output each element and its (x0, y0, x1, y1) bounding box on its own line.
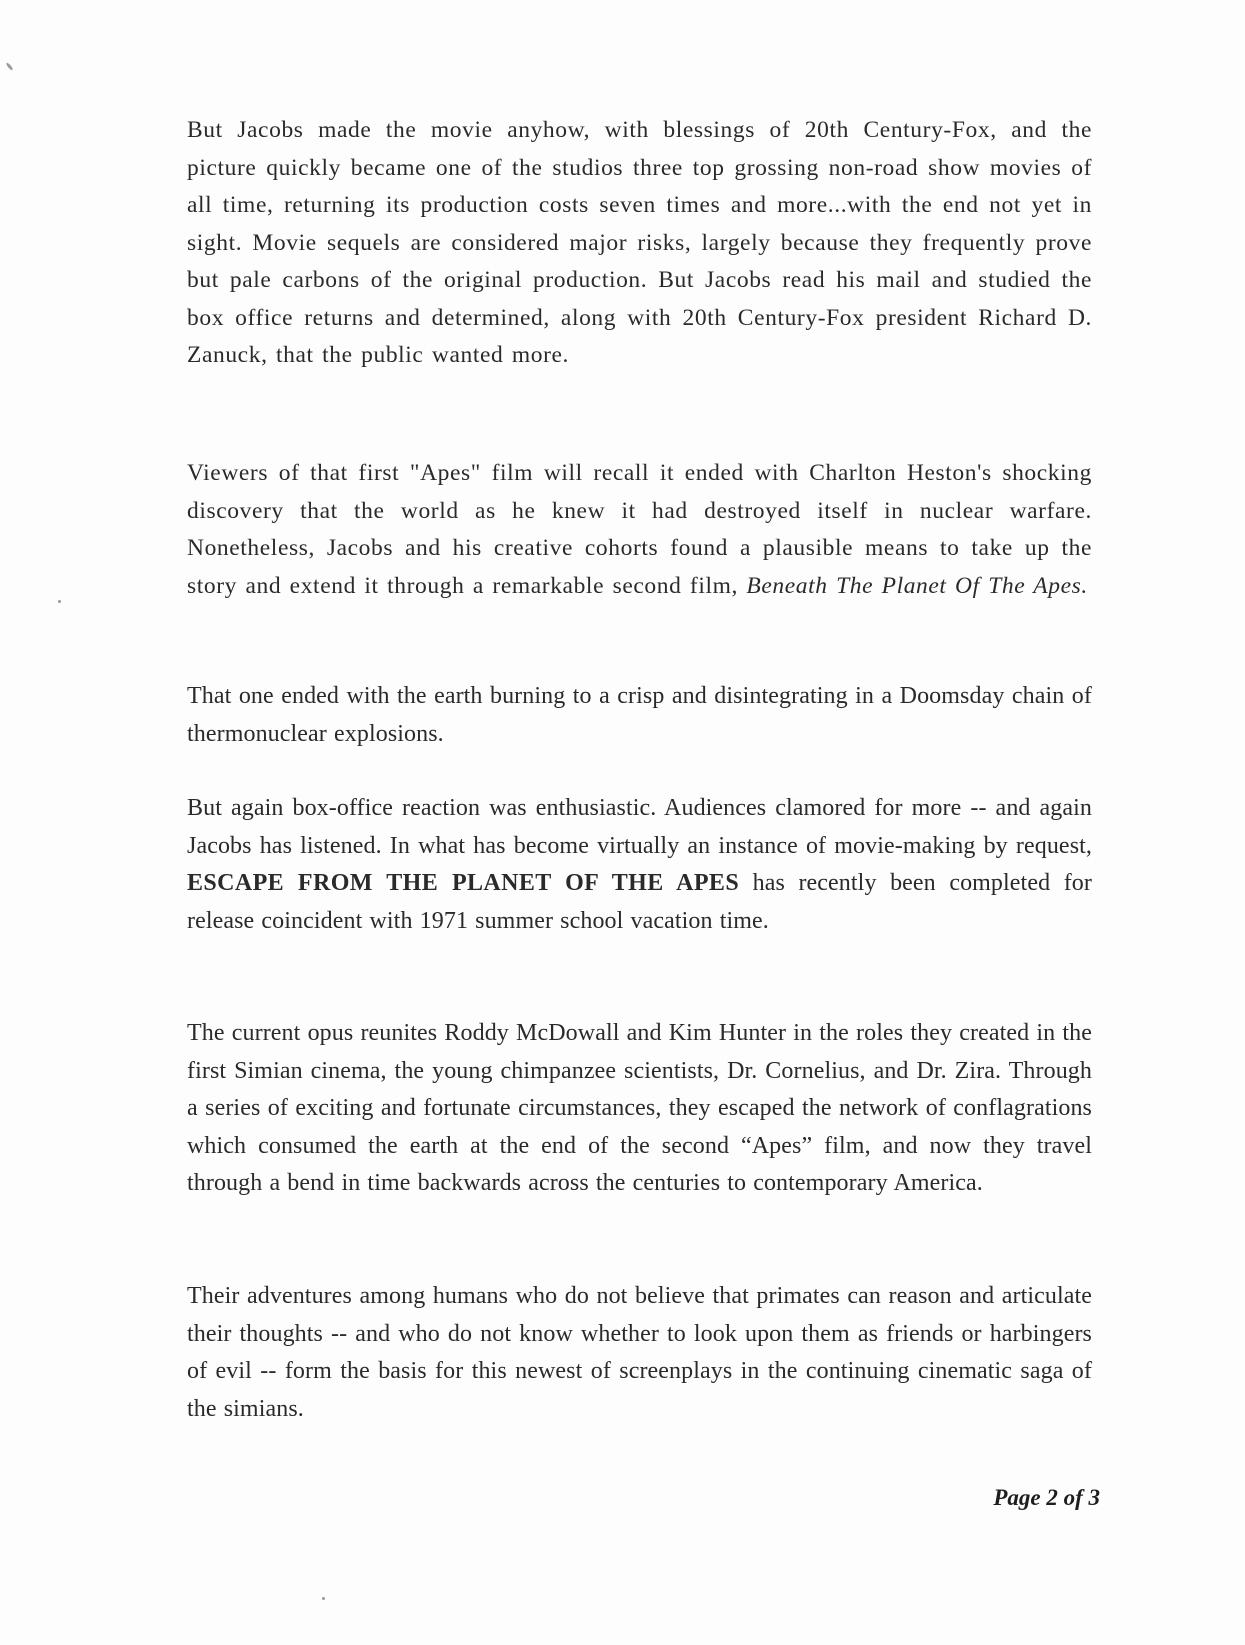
film-title-italic: Beneath The Planet Of The Apes. (746, 572, 1088, 599)
paragraph-text-before: Viewers of that first "Apes" film will recall it ended with Charlton Heston's shocking discovery that the world as he knew it had destroyed itself in nuclear warfare. Nonetheless, Jacobs and his creative cohorts found a plausible means to take up the story and extend it through a remarkable second film, (187, 460, 1092, 599)
paragraph-6 (187, 1278, 1092, 1428)
paragraph-text: Their adventures among humans who do not believe that primates can reason and articulate their thoughts -- and who do not know whether to look upon them as friends or harbingers of evil -- form the basis for this newest of screenplays in the continuing cinematic saga of the simians. (187, 1283, 1092, 1422)
scan-speck (58, 600, 61, 603)
scan-speck (5, 62, 13, 71)
paragraph-5 (187, 1015, 1092, 1203)
paragraph-text-after: has recently been completed for release coincident with 1971 summer school vacation time. (187, 870, 1092, 934)
paragraph-3 (187, 678, 1092, 753)
film-title-bold: ESCAPE FROM THE PLANET OF THE APES (187, 870, 740, 897)
page-number: Page 2 of 3 (993, 1485, 1100, 1510)
paragraph-text: The current opus reunites Roddy McDowall and Kim Hunter in the roles they created in the first Simian cinema, the young chimpanzee scientists, Dr. Cornelius, and Dr. Zira. Through a series of exciting and fortunate circumstances, they escaped the network of conflagrations which consumed the earth at the end of the second “Apes” film, and now they travel through a bend in time backwards across the centuries to contemporary America. (187, 1020, 1092, 1197)
paragraph-4 (187, 790, 1092, 940)
paragraph-text (187, 455, 1092, 605)
paragraph-2 (187, 455, 1092, 605)
scan-speck (322, 1597, 325, 1600)
paragraph-text-before: But again box-office reaction was enthusiastic. Audiences clamored for more -- and again Jacobs has listened. In what has become virtually an instance of movie-making by request, (187, 795, 1092, 859)
paragraph-text: But Jacobs made the movie anyhow, with blessings of 20th Century-Fox, and the picture quickly became one of the studios three top grossing non-road show movies of all time, returning its production costs seven times and more...with the end not yet in sight. Movie sequels are considered major risks, largely because they frequently prove but pale carbons of the original production. But Jacobs read his mail and studied the box office returns and determined, along with 20th Century-Fox president Richard D. Zanuck, that the public wanted more. (187, 117, 1092, 368)
paragraph-text: That one ended with the earth burning to a crisp and disintegrating in a Doomsday chain of thermonuclear explosions. (187, 683, 1092, 747)
paragraph-1 (187, 112, 1092, 375)
paragraph-text (187, 790, 1092, 940)
